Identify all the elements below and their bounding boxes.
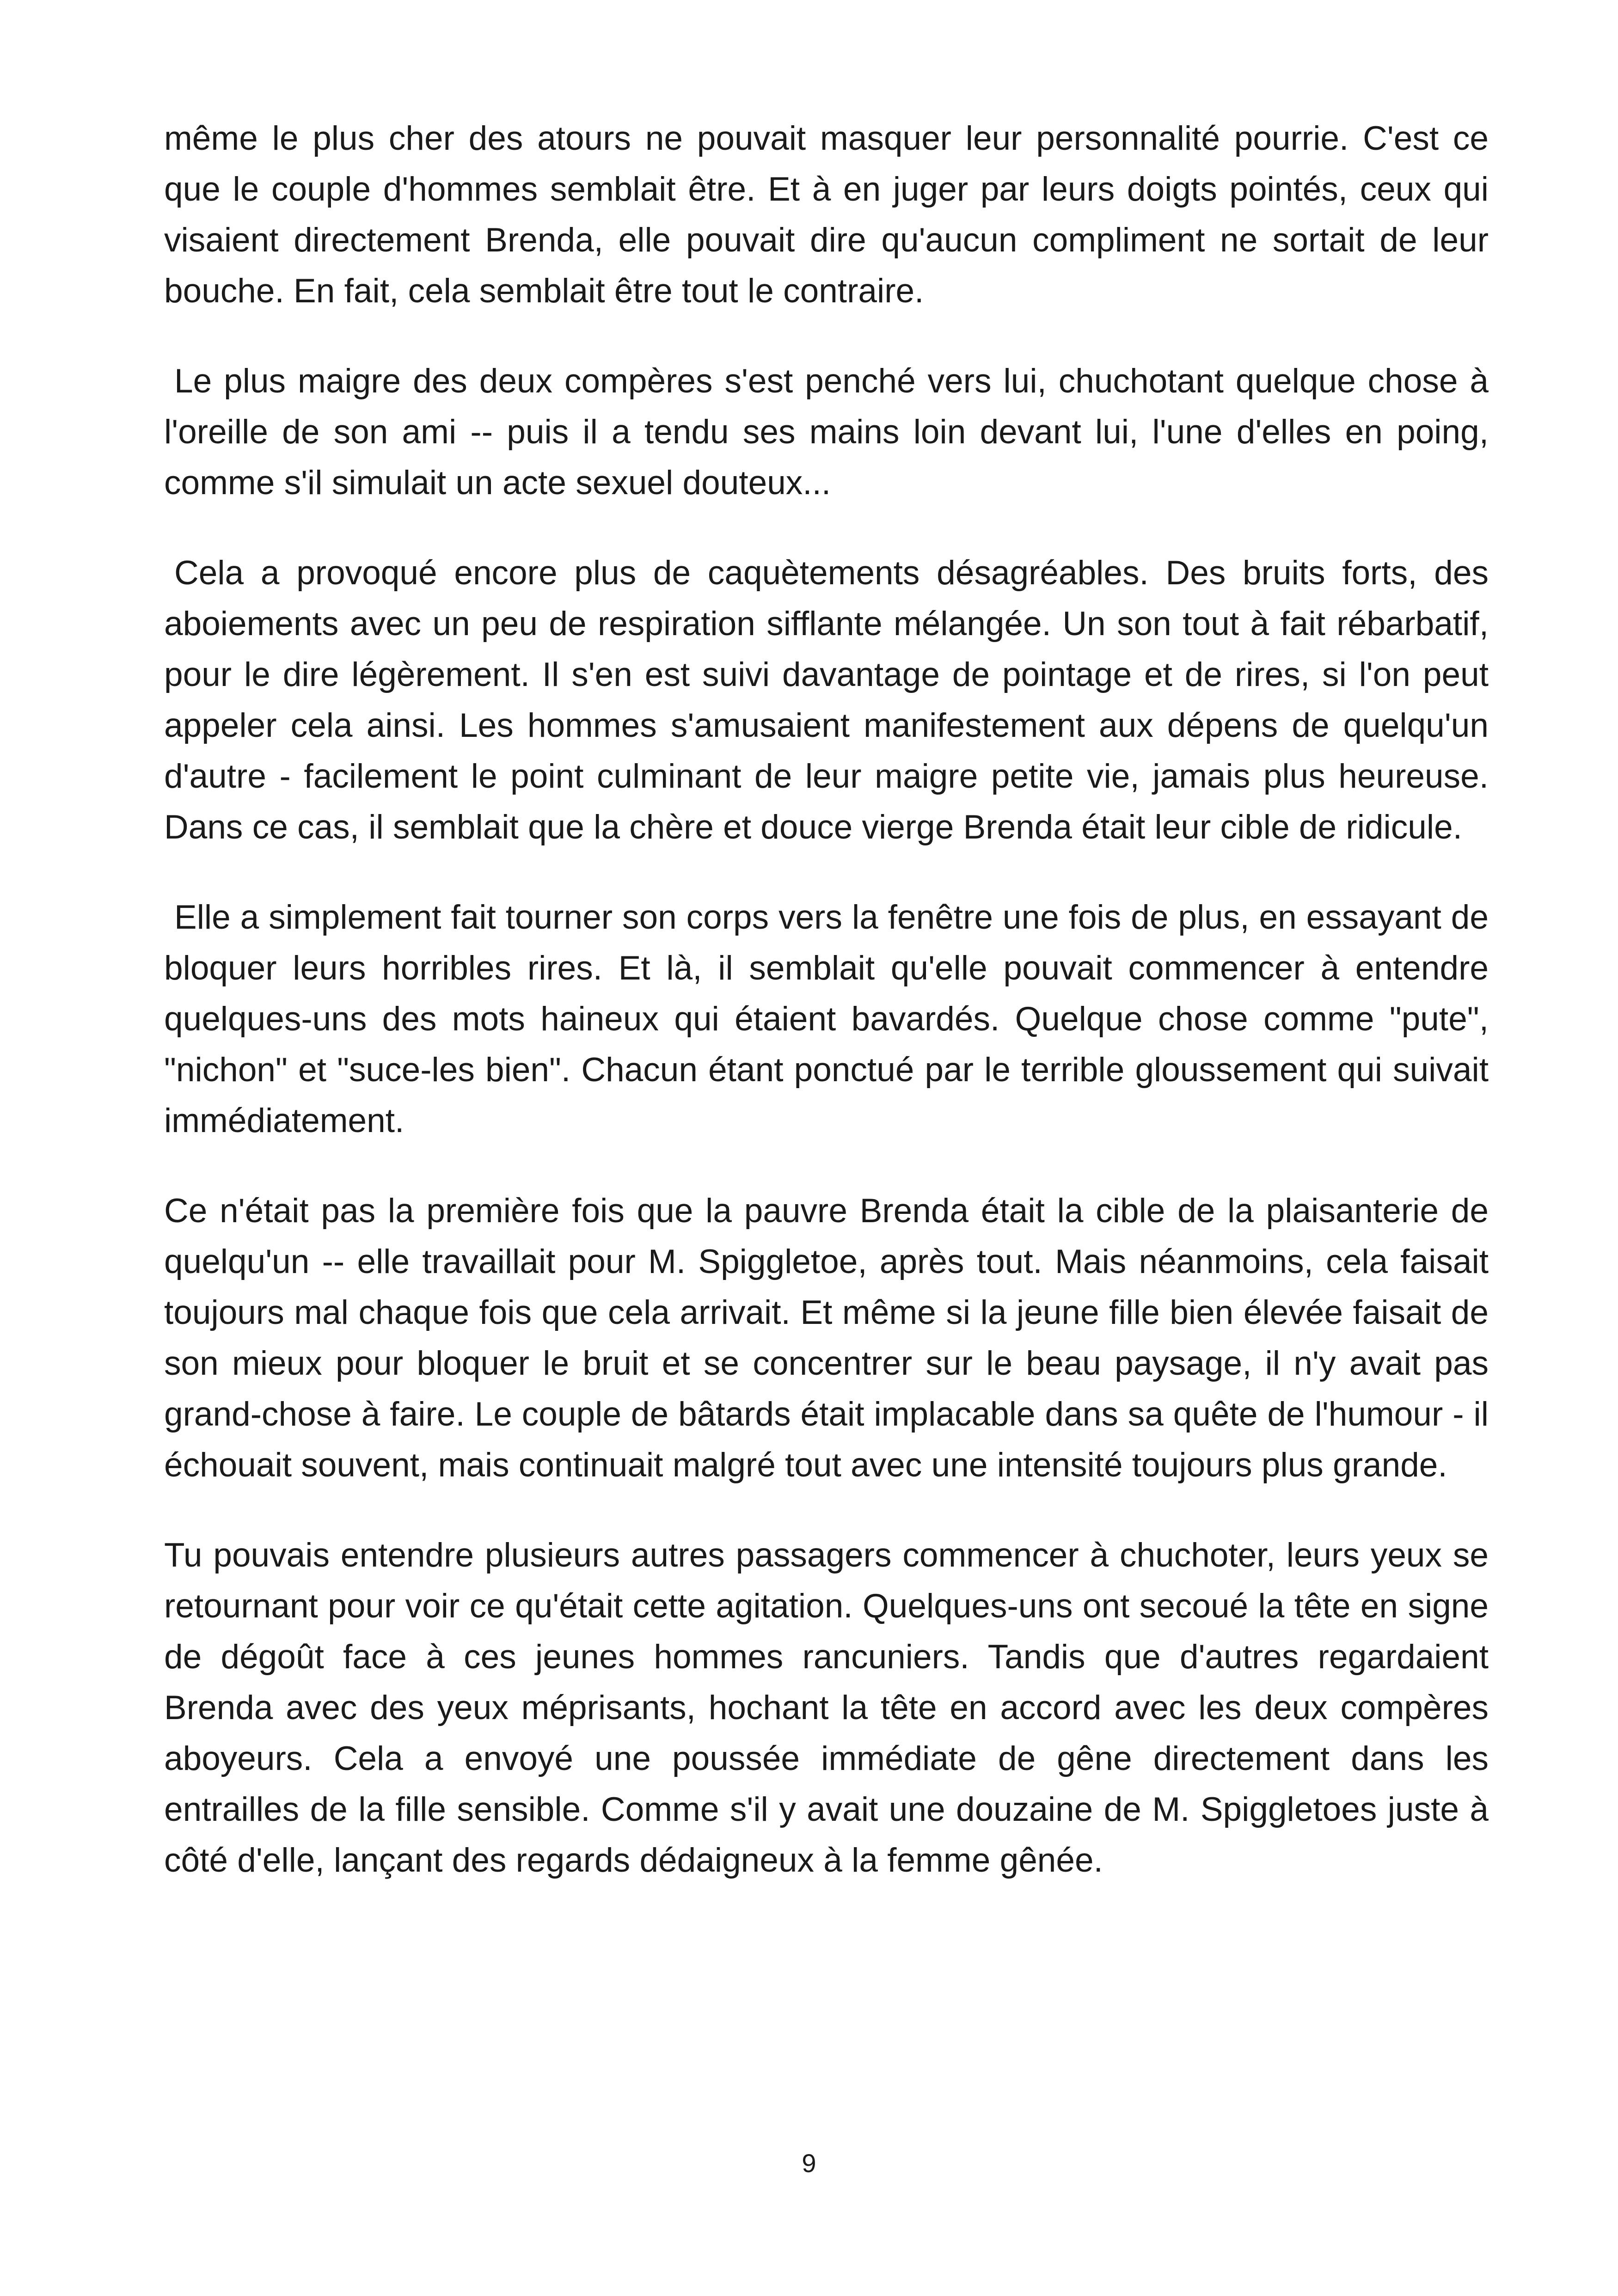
page-number: 9 [802, 2149, 816, 2178]
paragraph: Tu pouvais entendre plusieurs autres passagers commencer à chuchoter, leurs yeux se retournant pour voir ce qu'était cette agitation. Quelques-uns ont secoué la tête en signe de dégoût face à ces jeunes hommes rancuniers. Tandis que d'autres regardaient Brenda avec des yeux méprisants, hochant la tête en accord avec les deux compères aboyeurs. Cela a envoyé une poussée immédiate de gêne directement dans les entrailles de la fille sensible. Comme s'il y avait une douzaine de M. Spiggletoes juste à côté d'elle, lançant des regards dédaigneux à la femme gênée. [164, 1537, 1489, 1879]
paragraph: Ce n'était pas la première fois que la pauvre Brenda était la cible de la plaisanterie de quelqu'un -- elle travaillait pour M. Spiggletoe, après tout. Mais néanmoins, cela faisait toujours mal chaque fois que cela arrivait. Et même si la jeune fille bien élevée faisait de son mieux pour bloquer le bruit et se concentrer sur le beau paysage, il n'y avait pas grand-chose à faire. Le couple de bâtards était implacable dans sa quête de l'humour - il échouait souvent, mais continuait malgré tout avec une intensité toujours plus grande. [164, 1192, 1489, 1484]
paragraph: Elle a simplement fait tourner son corps vers la fenêtre une fois de plus, en essayant de bloquer leurs horribles rires. Et là, il semblait qu'elle pouvait commencer à entendre quelques-uns des mots haineux qui étaient bavardés. Quelque chose comme "pute", "nichon" et "suce-les bien". Chacun étant ponctué par le terrible gloussement qui suivait immédiatement. [164, 899, 1489, 1139]
paragraph: Cela a provoqué encore plus de caquètements désagréables. Des bruits forts, des aboiements avec un peu de respiration sifflante mélangée. Un son tout à fait rébarbatif, pour le dire légèrement. Il s'en est suivi davantage de pointage et de rires, si l'on peut appeler cela ainsi. Les hommes s'amusaient manifestement aux dépens de quelqu'un d'autre - facilement le point culminant de leur maigre petite vie, jamais plus heureuse. Dans ce cas, il semblait que la chère et douce vierge Brenda était leur cible de ridicule. [164, 554, 1489, 846]
paragraph: Le plus maigre des deux compères s'est penché vers lui, chuchotant quelque chose à l'oreille de son ami -- puis il a tendu ses mains loin devant lui, l'une d'elles en poing, comme s'il simulait un acte sexuel douteux... [164, 362, 1489, 502]
paragraph: même le plus cher des atours ne pouvait masquer leur personnalité pourrie. C'est ce que le couple d'hommes semblait être. Et à en juger par leurs doigts pointés, ceux qui visaient directement Brenda, elle pouvait dire qu'aucun compliment ne sortait de leur bouche. En fait, cela semblait être tout le contraire. [164, 120, 1489, 310]
body-text [164, 113, 1489, 1925]
